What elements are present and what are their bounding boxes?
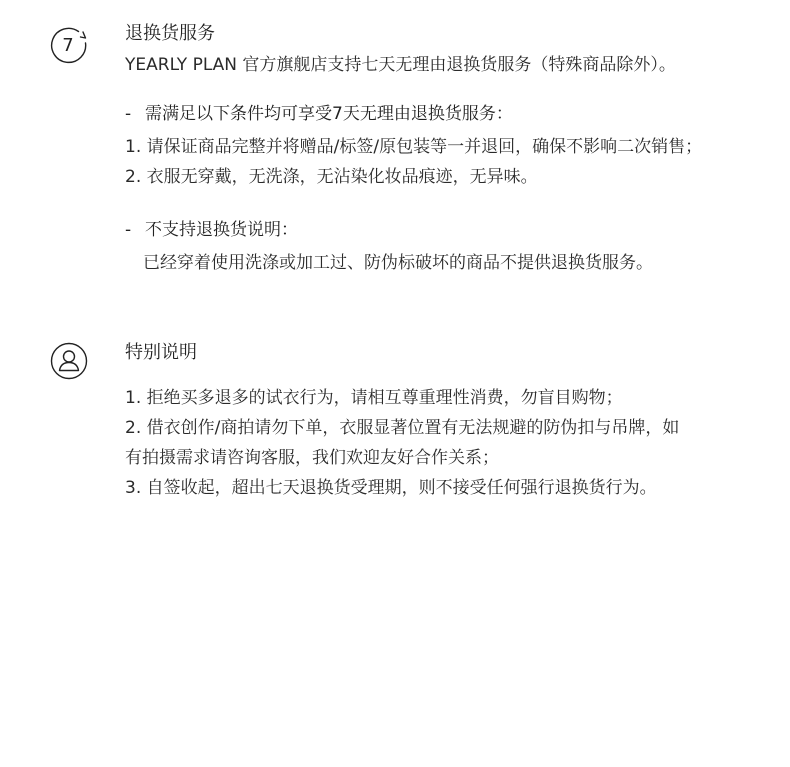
list-item: 2. 借衣创作/商拍请勿下单，衣服显著位置有无法规避的防伪扣与吊牌，如 xyxy=(125,418,680,438)
user-icon xyxy=(50,342,88,380)
list-item: 2. 衣服无穿戴，无洗涤，无沾染化妆品痕迹，无异味。 xyxy=(125,167,538,187)
list-item: 1. 拒绝买多退多的试衣行为，请相互尊重理性消费，勿盲目购物； xyxy=(125,388,623,408)
list-item: 1. 请保证商品完整并将赠品/标签/原包装等一并退回，确保不影响二次销售； xyxy=(125,137,703,157)
seven-day-return-icon xyxy=(50,26,88,64)
conditions-list xyxy=(125,132,765,192)
special-title: 特别说明 xyxy=(125,342,197,363)
conditions-heading xyxy=(125,102,765,126)
unsupported-text: 已经穿着使用洗涤或加工过、防伪标破坏的商品不提供退换货服务。 xyxy=(143,253,653,273)
conditions-heading-text: 需满足以下条件均可享受7天无理由退换货服务： xyxy=(145,104,513,124)
seven-day-return-icon-text: 7 xyxy=(62,35,74,56)
seven-day-return-icon-graphic xyxy=(50,26,88,64)
unsupported-heading xyxy=(125,218,765,242)
unsupported-heading-text: 不支持退换货说明： xyxy=(145,220,298,240)
conditions-dash: - xyxy=(125,104,132,124)
returns-intro: YEARLY PLAN 官方旗舰店支持七天无理由退换货服务（特殊商品除外）。 xyxy=(125,55,676,75)
user-icon-graphic xyxy=(50,342,88,380)
list-item: 有拍摄需求请咨询客服，我们欢迎友好合作关系； xyxy=(125,448,499,468)
returns-title: 退换货服务 xyxy=(125,23,215,44)
special-list xyxy=(125,383,765,503)
list-item: 3. 自签收起，超出七天退换货受理期，则不接受任何强行退换货行为。 xyxy=(125,478,657,498)
unsupported-dash: - xyxy=(125,220,132,240)
